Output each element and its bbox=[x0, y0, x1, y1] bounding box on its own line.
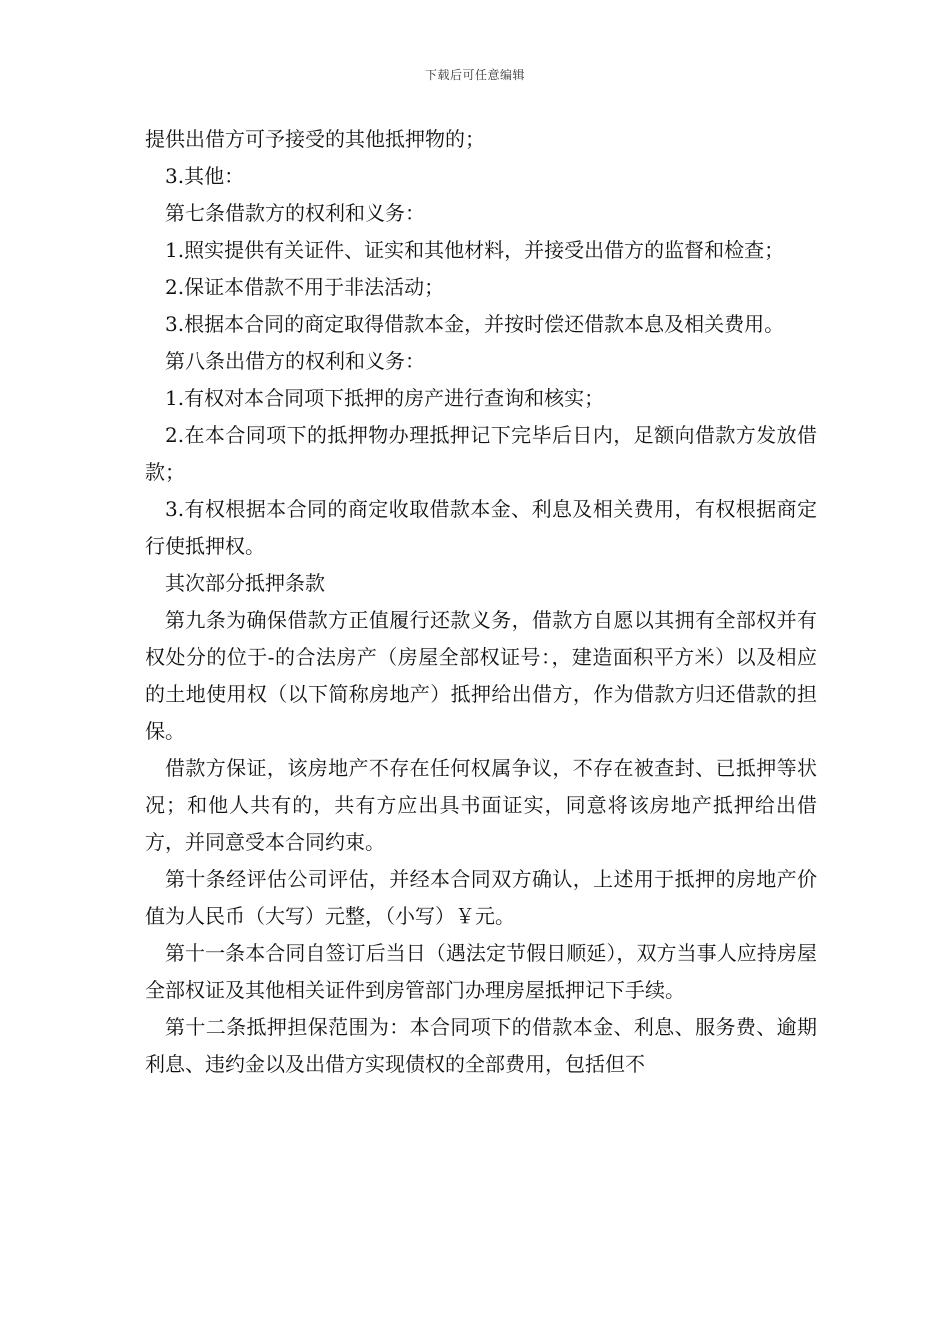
article-10: 第十条经评估公司评估，并经本合同双方确认，上述用于抵押的房地产价值为人民币（大写）元整，（小写）￥元。 bbox=[145, 867, 817, 928]
article-7-item-1: 1.照实提供有关证件、证实和其他材料，并接受出借方的监督和检查； bbox=[165, 238, 785, 262]
page-header-note: 下载后可任意编辑 bbox=[424, 68, 525, 82]
article-11: 第十一条本合同自签订后当日（遇法定节假日顺延），双方当事人应持房屋全部权证及其他相关证件到房管部门办理房屋抵押记下手续。 bbox=[145, 941, 817, 1002]
borrower-guarantee: 借款方保证，该房地产不存在任何权属争议，不存在被查封、已抵押等状况；和他人共有的，共有方应出具书面证实，同意将该房地产抵押给出借方，并同意受本合同约束。 bbox=[145, 756, 817, 854]
article-7-item-2: 2.保证本借款不用于非法活动； bbox=[165, 275, 445, 299]
article-8-item-2: 2.在本合同项下的抵押物办理抵押记下完毕后日内，足额向借款方发放借款； bbox=[145, 423, 817, 484]
article-9: 第九条为确保借款方正值履行还款义务，借款方自愿以其拥有全部权并有权处分的位于-的合法房产（房屋全部权证号：，建造面积平方米）以及相应的土地使用权（以下简称房地产）抵押给出借方，作为借款方归还借款的担保。 bbox=[145, 608, 817, 743]
article-8-heading: 第八条出借方的权利和义务： bbox=[165, 349, 425, 373]
paragraph-item-other: 3.其他： bbox=[165, 164, 245, 188]
article-8-item-1: 1.有权对本合同项下抵押的房产进行查询和核实； bbox=[165, 386, 605, 410]
article-7-heading: 第七条借款方的权利和义务： bbox=[165, 201, 425, 225]
article-8-item-3: 3.有权根据本合同的商定收取借款本金、利息及相关费用，有权根据商定行使抵押权。 bbox=[145, 497, 817, 558]
paragraph-continuation: 提供出借方可予接受的其他抵押物的； bbox=[145, 127, 485, 151]
document-body bbox=[145, 121, 817, 1083]
article-7-item-3: 3.根据本合同的商定取得借款本金，并按时偿还借款本息及相关费用。 bbox=[165, 312, 785, 336]
part-2-heading: 其次部分抵押条款 bbox=[165, 571, 325, 595]
article-12: 第十二条抵押担保范围为：本合同项下的借款本金、利息、服务费、逾期利息、违约金以及出借方实现债权的全部费用，包括但不 bbox=[145, 1015, 817, 1076]
